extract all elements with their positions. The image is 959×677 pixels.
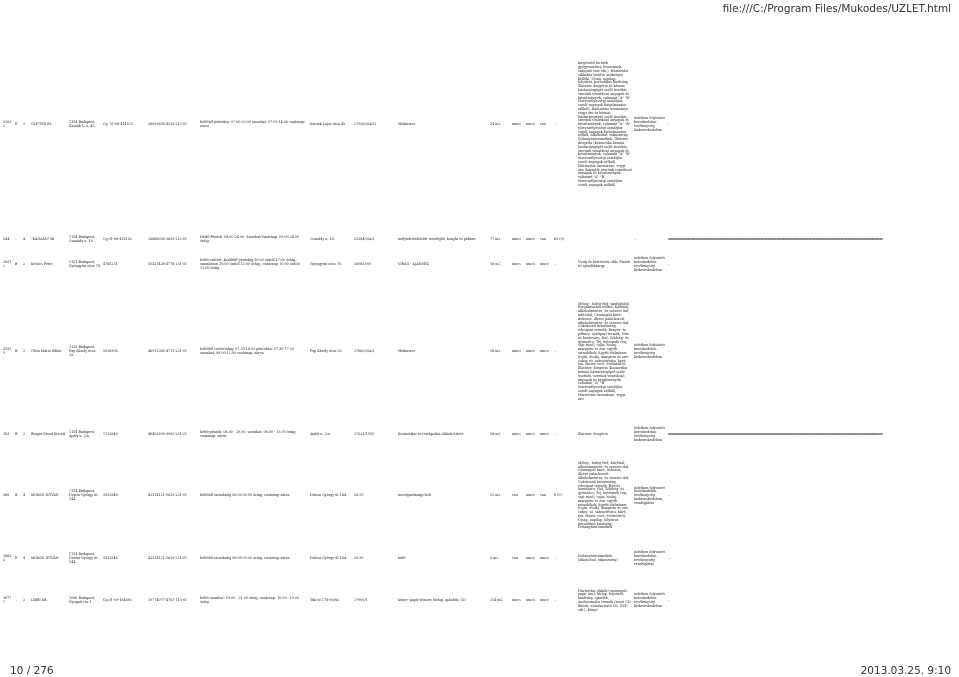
cell-code: B bbox=[15, 432, 18, 437]
cell-v4: .. bbox=[554, 262, 557, 267]
cell-name: LIBRI Kft. bbox=[31, 598, 48, 603]
cell-id: 35512 bbox=[3, 260, 12, 268]
cell-hours: hétfő-csütört, kedd6tíl-péntekig 10:00 órától 17:00 óráig., szombaton 10:00 órától 13:00 óráig., vasárnap 10:00 órától 13:00 óráig bbox=[200, 258, 300, 270]
cell-reg: Cg.01-06-416152 bbox=[103, 237, 132, 242]
cell-mode: üzletben folytatott kereskedelmi tevékenység kiskereskedelem bbox=[634, 592, 665, 608]
file-url: file:///C:/Program Files/Mukodes/UZLET.html bbox=[722, 3, 951, 15]
cell-num: 2 bbox=[23, 598, 26, 603]
cell-tax: 42314121-5629-231-01 bbox=[148, 556, 188, 561]
cell-hrsz: 27021/1/0/5 bbox=[354, 432, 375, 437]
cell-kind: élelmiszer bbox=[398, 349, 416, 354]
cell-kind: mezőgazdasági bolt bbox=[398, 493, 432, 498]
cell-v3: nincs bbox=[540, 349, 549, 354]
cell-location: Drávai György út 144. bbox=[310, 556, 348, 561]
page-number: 10 / 276 bbox=[10, 665, 54, 677]
cell-num: 2 bbox=[23, 262, 26, 267]
cell-kind: Kozmetikai és testápolási cikkek üzlete bbox=[398, 432, 464, 437]
cell-tail: .. bbox=[668, 556, 670, 561]
cell-v4: 69 (0) bbox=[554, 237, 564, 242]
table-row bbox=[2, 18, 957, 232]
cell-address: 1155 Budapest, Páp Károly utca 32. bbox=[69, 345, 96, 357]
cell-tax: 46912365-4711-231-01 bbox=[148, 349, 188, 354]
cell-id: 38771 bbox=[3, 596, 12, 604]
cell-tail: .. bbox=[668, 349, 670, 354]
cell-v2: nincs bbox=[526, 556, 535, 561]
cell-v3: nincs bbox=[540, 432, 549, 437]
cell-v4: .. bbox=[554, 122, 557, 127]
cell-address: 1154 Budapest, Kassák L. u. 45. bbox=[69, 120, 96, 128]
cell-code: B bbox=[15, 349, 18, 354]
cell-hrsz: 27926/0/A/22 bbox=[354, 122, 377, 127]
table-row bbox=[2, 544, 957, 574]
cell-kind: mélyhűtött/hűtött vendéglői, konyhi és pékáru bbox=[398, 237, 476, 242]
cell-location: Csanády u. 18. bbox=[310, 237, 335, 242]
cell-goods: Virág és kertészeti cikk; Emlék- és ajándéktárgy bbox=[578, 260, 632, 268]
cell-tax: 42314121-5629-231-01 bbox=[148, 493, 188, 498]
cell-num: 4 bbox=[23, 556, 26, 561]
cell-address: 1066 Budapest, Nyugati tér 1. bbox=[69, 596, 96, 604]
cell-id: 366 bbox=[3, 493, 10, 498]
cell-goods: Háztartási cikkek (csomagolt, papír áru), hírlap, folyóirat, kiadvány, ajándék, Audiovizuális termék (zenei CD, filmek, szórakoztató CD, DVD stb.), Könyv bbox=[578, 588, 632, 612]
cell-code: E bbox=[15, 556, 18, 561]
cell-reg: 3552848 bbox=[103, 556, 118, 561]
cell-id: 383 bbox=[3, 432, 10, 437]
cell-v2: nincs bbox=[526, 493, 535, 498]
cell-num: 2 bbox=[23, 349, 26, 354]
cell-id: 33633 bbox=[3, 120, 12, 128]
cell-mode: üzletben folytatott kereskedelmi tevékenység kiskereskedelem bbox=[634, 343, 665, 359]
cell-v2: nincs bbox=[526, 349, 535, 354]
cell-v2: nincs bbox=[526, 432, 535, 437]
cell-hrsz: 25284/0/A/3 bbox=[354, 237, 375, 242]
cell-v2: nincs bbox=[526, 598, 535, 603]
cell-name: MOKOS ISTVÁN bbox=[31, 493, 59, 498]
cell-hours: Hétfő-Péntek: 08.00-24.00, Szombat-Vasárnap: 09.00-24.00 óráig bbox=[200, 235, 300, 243]
cell-tax: 10774077-4761-113-01 bbox=[148, 598, 188, 603]
cell-v3: nincs bbox=[540, 262, 549, 267]
cell-tail: .. bbox=[668, 262, 670, 267]
cell-v1: nincs bbox=[512, 349, 521, 354]
cell-address: 1154 Budapest, Csanády u. 18. bbox=[69, 235, 96, 243]
cell-tail: .. bbox=[668, 493, 670, 498]
cell-tax: 26668035-5639-212-01 bbox=[148, 237, 188, 242]
cell-v4: 8 (0) bbox=[554, 493, 562, 498]
cell-tail: .. bbox=[668, 598, 670, 603]
cell-code: B bbox=[15, 493, 18, 498]
cell-kind: könyv- papír-írószer, hírlap, ajándék, CD bbox=[398, 598, 466, 603]
cell-goods bbox=[577, 232, 633, 248]
cell-tax: 46403699-9902-231-01 bbox=[148, 432, 188, 437]
cell-code: .. bbox=[15, 237, 18, 242]
cell-area: 24 m2 bbox=[490, 122, 501, 127]
cell-v1: nincs bbox=[512, 598, 521, 603]
cell-mode: üzletben folytatott kereskedelmi tevékenység kiskereskedelem bbox=[634, 426, 665, 442]
page-footer bbox=[10, 665, 951, 676]
cell-address: 1151 Budapest, Gyöngyösi utca 78. bbox=[69, 260, 101, 268]
table-row bbox=[2, 448, 957, 544]
cell-v3: van bbox=[540, 493, 546, 498]
cell-v1: van bbox=[512, 556, 518, 561]
cell-hrsz: 27900/1 bbox=[354, 598, 368, 603]
cell-name: OLF-TER Bt. bbox=[31, 122, 52, 127]
cell-location: Gyöngyösi utca 78. bbox=[310, 262, 342, 267]
cell-hours: hétfőtől csütörtökig: 07.30-18.00 pénteken: 07.30-17.30 szombat: 08.00-12.00 vasárnap: zárva bbox=[200, 347, 294, 355]
cell-area: 22 m2 bbox=[490, 493, 501, 498]
cell-area: 38 m2 bbox=[490, 432, 501, 437]
cell-kind: élelmiszer bbox=[398, 122, 416, 127]
cell-address: 1154 Budapest, Apály u. 2/a. bbox=[69, 430, 96, 438]
cell-reg: 3552848 bbox=[103, 493, 118, 498]
cell-name: Olvin Mária Ildikó bbox=[31, 349, 62, 354]
table-row bbox=[2, 422, 957, 448]
cell-hrsz: 27663/0/A/3 bbox=[354, 349, 375, 354]
cell-v4: .. bbox=[554, 598, 557, 603]
cell-tax: 55413426-4776-231-01 bbox=[148, 262, 188, 267]
cell-hours: hétfő-péntek: 08.00 - 20.00, szombat: 08.00 - 13.00 óráig, vasárnap: zárva bbox=[200, 430, 297, 438]
cell-name: Kovács Péter bbox=[31, 262, 53, 267]
cell-num: 2 bbox=[23, 122, 26, 127]
cell-num: 4 bbox=[23, 493, 26, 498]
cell-location: Drávai György út 144. bbox=[310, 493, 348, 498]
cell-mode: üzletben folytatott kereskedelmi tevékenység kiskereskedelem; vendéglátás bbox=[634, 485, 665, 505]
cell-area: 0 m2 bbox=[490, 556, 499, 561]
cell-reg: Cg. 01-06-414573 bbox=[103, 122, 133, 127]
cell-mode: üzletben folytatott kereskedelmi tevékenység vendéglátás bbox=[634, 550, 665, 566]
cell-mode: üzletben folytatott kereskedelmi tevékenység kiskereskedelem bbox=[634, 256, 665, 272]
cell-goods: Meleg-, hideg étel; üzeleghűtő Forgalmazása nélkül; Kávéital, alkoholmentes- és szeszes ital; üdítőital; Csomagolt kávé, dobozos, illetve palackozott alkoholmentes- és szeszes ital; Cukrászati készítmény, édesipari termék; Kenyér- és pékáru, sütőipari termék; Hús-és hentesáru; Hal; Zöldség- és gyümölcs; Tej, tejtermék (vaj, sajt, túró), tojás, étolaj, margarin és zsír, egyéb zsíradékok; Egyéb élelmiszer (tojás, étolaj, margarin és zsír, cukor, só, száraztészta, kávé, tea, fűszer, ecet, ételízesítő); Illatszer, drogéria (kozmetika kémiai háztartásgépét szőlő tisztítás, szerünk vonatkozó anyagok és készítmények, valamint "A" "B" tűzveszélyességi osztályba sorolt anyagok nélkül), Háztartási üzemiánye, vegyi áru bbox=[578, 301, 630, 401]
cell-hrsz: 28.93 bbox=[354, 493, 364, 498]
cell-v1: nincs bbox=[512, 432, 521, 437]
cell-id: 35523 bbox=[3, 347, 12, 355]
cell-area: 16 m2 bbox=[490, 262, 501, 267]
cell-id: 16625 bbox=[3, 554, 12, 562]
table-row bbox=[2, 248, 957, 282]
cell-kind: VIRÁG - AJÁNDÉK bbox=[398, 262, 429, 267]
shop-registry-table bbox=[2, 18, 957, 628]
cell-num: 4 bbox=[23, 237, 26, 242]
cell-code: E bbox=[15, 122, 18, 127]
cell-name: Binger Dávid Kristóf bbox=[31, 432, 66, 437]
cell-kind: büfé bbox=[398, 556, 406, 561]
cell-goods: Illatszer, drogéria bbox=[578, 432, 608, 437]
cell-reg: Cg.01-09-164863 bbox=[103, 598, 132, 603]
cell-address: 1154 Budapest, Drávai György út 144. bbox=[69, 552, 98, 564]
cell-hours: hétfőtől-péntekig: 07.00-20.00 szombat: 07.00-14.00 vasárnap: zárva bbox=[200, 120, 306, 128]
cell-hours: hétfőtől-szombatig 06.00-20.00 óráig, vasárnap zárva. bbox=[200, 493, 291, 498]
cell-hours: hétfőtől-szombatig 06.00-20.00 óráig, vasárnap zárva. bbox=[200, 556, 291, 561]
cell-reg: 1753849 bbox=[103, 432, 118, 437]
cell-v4: .. bbox=[554, 349, 557, 354]
table-row bbox=[2, 282, 957, 422]
cell-location: Tiki út 178-00/da. bbox=[310, 598, 340, 603]
cell-goods: Dohányárutermékek (alkoholtal, rakaszerny) bbox=[578, 554, 618, 562]
cell-code: B bbox=[15, 262, 18, 267]
cell-tax: 28093695-4329-212-01 bbox=[148, 122, 188, 127]
cell-address: 1154 Budapest, Drávai György út 144. bbox=[69, 489, 98, 501]
cell-v1: van bbox=[512, 493, 518, 498]
cell-hrsz: 28.93 bbox=[354, 556, 364, 561]
cell-reg: 4765231 bbox=[103, 262, 118, 267]
print-timestamp: 2013.03.25. 9:10 bbox=[860, 665, 951, 677]
cell-v1: nincs bbox=[512, 262, 521, 267]
cell-v1: nincs bbox=[512, 237, 521, 242]
cell-v2: nincs bbox=[526, 122, 535, 127]
cell-v4: .. bbox=[554, 556, 557, 561]
cell-mode: üzletben folytatott kereskedelmi tevékenység kiskereskedelem bbox=[634, 116, 665, 132]
cell-hrsz: 26083/0/0 bbox=[354, 262, 371, 267]
cell-tail: xxxxxxxxxxxxxxxxxxxxxxxxxxxxxxxxxxxxxxxxxxxxxxxxxxxxxxxxxxxxxxxxxxxxxxxxxxxxxxxxxxxxxxxxxxxxxxxxxxxxxxxxxxxxxxxxxxxxxxxxxxxxxxxxxxxxxxxxxxxxxxxxxxx bbox=[668, 432, 883, 437]
cell-v2: nincs bbox=[526, 262, 535, 267]
cell-mode: .. bbox=[634, 237, 637, 242]
cell-v3: van bbox=[540, 237, 546, 242]
cell-tail: xxxxxxxxxxxxxxxxxxxxxxxxxxxxxxxxxxxxxxxxxxxxxxxxxxxxxxxxxxxxxxxxxxxxxxxxxxxxxxxxxxxxxxxxxxxxxxxxxxxxxxxxxxxxxxxxxxxxxxxxxxxxxxxxxxxxxxxxxxxxxxxxxxx bbox=[668, 237, 883, 242]
cell-v3: nincs bbox=[540, 556, 549, 561]
cell-location: Kassák Lajos utca 45. bbox=[310, 122, 347, 127]
cell-tail: .. bbox=[668, 122, 670, 127]
cell-reg: 2526906 bbox=[103, 349, 118, 354]
cell-v3: van bbox=[540, 122, 546, 127]
cell-v3: nincs bbox=[540, 598, 549, 603]
table-row bbox=[2, 232, 957, 248]
cell-id: 344 bbox=[3, 237, 10, 242]
cell-num: 2 bbox=[23, 432, 26, 437]
cell-location: Apály u. 2/a. bbox=[310, 432, 331, 437]
cell-name: "KÁNAÁN" Bt. bbox=[31, 237, 56, 242]
cell-v2: nincs bbox=[526, 237, 535, 242]
cell-area: 77 m2 bbox=[490, 237, 501, 242]
cell-hours: hétfő-szombat: 10.00 - 21.00 óráig, vasárnap: 10.00 - 19.00 óráig bbox=[200, 596, 300, 604]
cell-area: 254 m2 bbox=[490, 598, 503, 603]
cell-goods: kiegészítő termék gyógyszertáry. huszonnek, szaúpítő szer stb.), Háztartási cikkek(a türülve szükséges kellék), Újság, napilap, folyóirat, periodikus kiadvány, Illatszer, drogéria és kémiai háztartásgépét szőlő tisztítás szerünk vonatkozó anyagok és készítmények, valamint "A" "B" tűzveszélyességi osztályba sorolt anyagok forgalmazása nélkül), Háztartási üzemiánye, vegyi áru és kémiai háztartásgépét szőlő tisztítás szerünk vonatkozó anyagok és készítmények, valamint "A" "B" tűzveszélyességi osztályba sorolt anyagok forgalmazása nélkül, Alkoholtal, rakaszerny, Dohányárutermékek, Illatszer, drogéria (kozmetika kémiai háztartásgépét szőlő tisztítás, szerünk vonatkozó anyagok és készítmények, valamint "A" "B" tűzveszélyességi osztályba sorolt anyagok nélkül), Háztartási üzemiánye, vegyi áru (kármáló szerünk vonatkozó anyagok és készítmények, valamint "A" "B" tűzveszélyességi osztályba sorolt anyagok nélkül) bbox=[578, 61, 632, 187]
table-row bbox=[2, 574, 957, 628]
cell-location: Pap Károly utca 32. bbox=[310, 349, 343, 354]
cell-goods: Meleg-, hideg étel; Kávéital, alkoholmentes- és szeszes ital; Csomagolt kávé, dobozos, illetve palackozott alkoholmentes- és szeszes ital; Cukrászati készítmény, édesipari termék; Hús-és hentesáru; Hal; Zöldség- és gyümölcs; Tej, tejtermék (vaj, sajt, túró), tojás, étolaj, margarin és zsír, egyéb zsíradékok; Egyéb élelmiszer (tojás, étolaj, margarin és zsír, cukor, só, száraztészta, kávé, tea, fűszer, ecet, ételízesítő); Újság, napilap, folyóirat, periodikus kiadvány; Dohányárutermékek bbox=[578, 460, 630, 530]
cell-area: 18 m2 bbox=[490, 349, 501, 354]
cell-v4: .. bbox=[554, 432, 557, 437]
cell-name: MOKOS ISTVÁN bbox=[31, 556, 59, 561]
cell-v1: nincs bbox=[512, 122, 521, 127]
cell-code: .. bbox=[15, 598, 18, 603]
